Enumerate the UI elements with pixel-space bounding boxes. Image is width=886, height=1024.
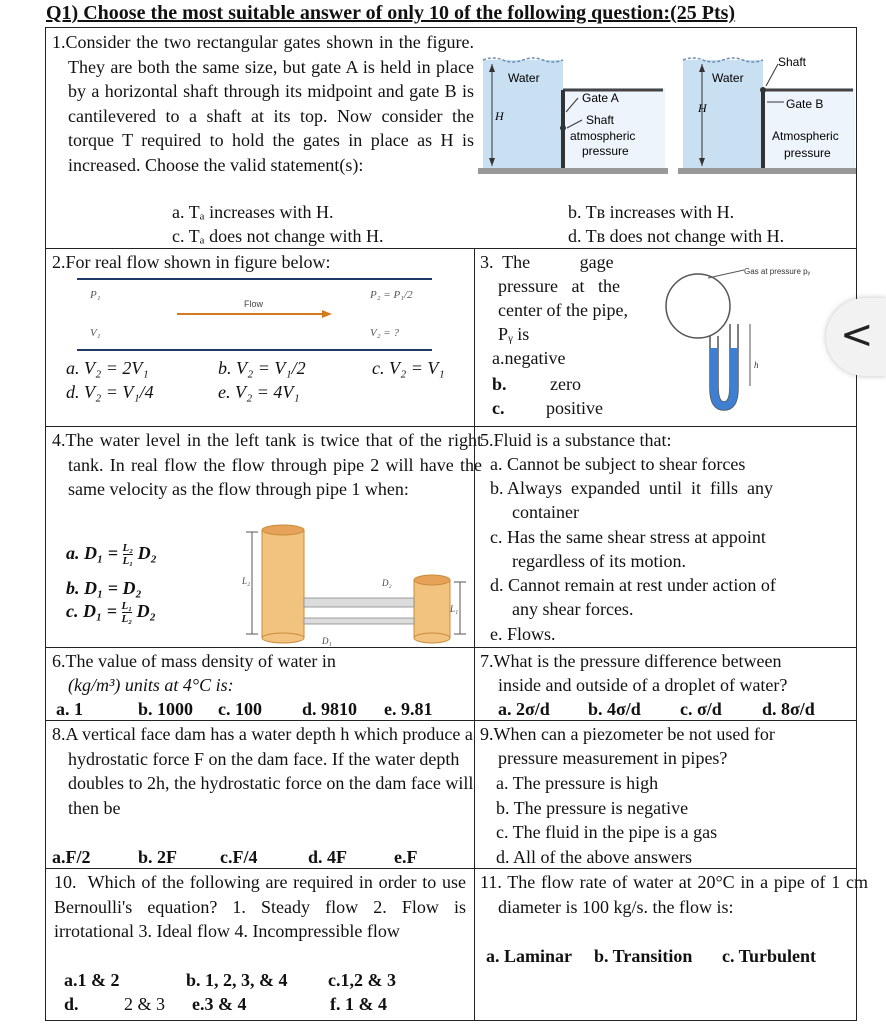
gate-a-atm-label-1: atmospheric [570,129,636,143]
question-4-option-c-numerator: L₁ [121,600,133,613]
question-5-option-d-line-1[interactable]: d. Cannot remain at rest under action of [490,575,776,595]
question-3-line-4: Pᵧ is [498,324,530,344]
question-3-option-b-label: b. [492,374,507,394]
question-8-option-e[interactable]: e.F [394,847,418,867]
pipe-flow-figure [52,274,472,354]
question-5-option-e[interactable]: e. Flows. [490,624,556,644]
tank-l2-label: L₂ [242,576,251,586]
gate-b-h-label: H [698,101,707,115]
gate-b-atm-label-2: pressure [784,146,831,160]
pipe-flow-label: Flow [244,299,264,309]
gate-b-gate-label: Gate B [786,97,824,111]
piezometer-gas-label: Gas at pressure pᵧ [744,267,811,276]
question-4-option-a[interactable] [66,540,157,572]
gate-a-h-label: H [495,109,504,123]
question-8-option-c[interactable]: c.F/4 [220,847,258,867]
question-4-option-c-denominator: L₂ [121,613,133,626]
gate-b-water-label: Water [712,71,744,85]
gate-a-atm-label-2: pressure [582,144,629,158]
question-4-option-a-suffix: D₂ [137,543,157,563]
question-8-text: 8.A vertical face dam has a water depth h which produce a hydrostatic force F on the dam face. If the water depth doubles to 2h, the hydrostatic force on the dam face will then be [52,724,474,818]
question-11-text: 11. The flow rate of water at 20°C in a pipe of 1 cm diameter is 100 kg/s. the flow is: [480,872,868,917]
question-4-option-a-prefix: a. D₁ = [66,543,123,563]
pipe-v2-label: V₂ = ? [370,327,399,339]
question-10-option-d[interactable]: 2 & 3 [124,994,166,1014]
question-11-option-a[interactable]: a. Laminar [486,946,573,966]
question-8-option-d[interactable]: d. 4F [308,847,348,867]
question-10-text: 10. Which of the following are required in order to use Bernoulli's equation? 1. Steady flow 2. Flow is irrotational 3. Ideal flow 4. Incompressible flow [54,872,471,941]
question-3-line-1: 3. The gage [480,252,614,272]
question-4-option-c[interactable] [66,598,156,630]
gate-a-figure [478,40,670,190]
question-5-option-b-line-2[interactable]: container [512,502,579,522]
col-divider [474,248,475,1021]
question-3-option-a[interactable]: a.negative [492,348,566,368]
question-4-text: 4.The water level in the left tank is twice that of the right tank. In real flow the flow through pipe 2 will have the same velocity as the flow through pipe 1 when: [52,430,482,499]
question-5-option-c-line-1[interactable]: c. Has the same shear stress at appoint [490,527,766,547]
piezometer-h-label: h [754,360,759,370]
question-1-option-d[interactable]: d. Tʙ does not change with H. [568,226,785,246]
question-6-option-c[interactable]: c. 100 [218,699,262,719]
question-5-text: 5.Fluid is a substance that: [480,430,672,450]
question-4-option-c-prefix: c. D₁ = [66,601,122,621]
question-10-option-d-label: d. [64,994,79,1014]
question-1-option-c[interactable]: c. Tₐ does not change with H. [172,226,384,246]
question-5-option-b-line-1[interactable]: b. Always expanded until it fills any [490,478,773,498]
question-10-option-b[interactable]: b. 1, 2, 3, & 4 [186,970,288,990]
question-4-option-c-suffix: D₂ [136,601,156,621]
question-4-option-c-fraction [122,600,133,625]
question-10-option-c[interactable]: c.1,2 & 3 [328,970,396,990]
question-9-option-b[interactable]: b. The pressure is negative [496,798,689,818]
question-7-option-d[interactable]: d. 8σ/d [762,699,815,719]
question-3-line-3: center of the pipe, [498,300,628,320]
question-1-text: 1.Consider the two rectangular gates shown in the figure. They are both the same size, but gate A is held in place by a horizontal shaft through its midpoint and gate B is cantilevered to a shaft at its top. Now consider the torque T required to hold the gates in place as H is increased. Choose the valid statement(s): [52,32,474,175]
question-7-option-a[interactable]: a. 2σ/d [498,699,550,719]
page-title: Q1) Choose the most suitable answer of only 10 of the following question:(25 Pts) [46,2,736,24]
question-6-line-1: 6.The value of mass density of water in [52,651,336,671]
question-7-option-b[interactable]: b. 4σ/d [588,699,641,719]
question-1-option-b[interactable]: b. Tʙ increases with H. [568,202,735,222]
question-2-option-e[interactable]: e. V₂ = 4V₁ [218,382,300,402]
row-divider [45,426,857,427]
question-2-option-d[interactable]: d. V₂ = V₁/4 [66,382,154,402]
question-6-line-2: (kg/m³) units at 4°C is: [68,675,234,695]
question-2-text: 2.For real flow shown in figure below: [52,252,331,272]
pipe-v1-label: V₁ [90,327,101,339]
piezometer-figure [660,260,840,422]
gate-a-water-label: Water [508,71,540,85]
two-tank-figure [236,522,472,646]
question-2-option-b[interactable]: b. V₂ = V₁/2 [218,358,306,378]
question-3-option-b[interactable]: zero [550,374,581,394]
question-1-option-a[interactable]: a. Tₐ increases with H. [172,202,334,222]
question-6-option-a[interactable]: a. 1 [56,699,83,719]
pipe-p2-label: P₂ = P₁/2 [370,289,413,301]
question-10-option-f[interactable]: f. 1 & 4 [330,994,387,1014]
question-4-option-a-numerator: L₂ [122,542,134,555]
question-6-option-d[interactable]: d. 9810 [302,699,358,719]
question-5-option-c-line-2[interactable]: regardless of its motion. [512,551,686,571]
question-4-option-a-fraction [123,542,134,567]
question-9-line-1: 9.When can a piezometer be not used for [480,724,775,744]
gate-b-atm-label-1: Atmospheric [772,129,839,143]
question-10-option-e[interactable]: e.3 & 4 [192,994,247,1014]
row-divider [45,647,857,648]
question-5-option-a[interactable]: a. Cannot be subject to shear forces [490,454,746,474]
tank-d1-label: D₁ [322,636,332,646]
gate-b-figure [678,40,858,190]
question-9-line-2: pressure measurement in pipes? [498,748,728,768]
question-10-option-a[interactable]: a.1 & 2 [64,970,120,990]
question-8-option-b[interactable]: b. 2F [138,847,178,867]
question-11-option-b[interactable]: b. Transition [594,946,693,966]
question-8-option-a[interactable]: a.F/2 [52,847,91,867]
question-7-line-2: inside and outside of a droplet of water? [498,675,788,695]
gate-a-shaft-label: Shaft [586,113,615,127]
question-2-option-a[interactable]: a. V₂ = 2V₁ [66,358,149,378]
question-9-option-a[interactable]: a. The pressure is high [496,773,659,793]
question-4-option-b[interactable]: b. D₁ = D₂ [66,578,142,598]
row-divider [45,248,857,249]
pipe-p1-label: P₁ [90,289,101,301]
question-3-option-c[interactable]: positive [546,398,603,418]
question-11-option-c[interactable]: c. Turbulent [722,946,817,966]
tank-d2-label: D₂ [382,578,392,588]
question-2-option-c[interactable]: c. V₂ = V₁ [372,358,445,378]
chevron-left-icon: < [840,312,874,358]
gate-a-gate-label: Gate A [582,91,619,105]
tank-l1-label: L₁ [450,604,459,614]
question-9-option-d[interactable]: d. All of the above answers [496,847,692,867]
question-5-option-d-line-2[interactable]: any shear forces. [512,599,634,619]
question-7-line-1: 7.What is the pressure difference between [480,651,782,671]
question-6-option-e[interactable]: e. 9.81 [384,699,433,719]
gate-b-shaft-label: Shaft [778,55,807,69]
question-4-option-a-denominator: L₁ [122,555,134,568]
question-7-option-c[interactable]: c. σ/d [680,699,722,719]
question-3-line-2: pressure at the [498,276,620,296]
question-6-option-b[interactable]: b. 1000 [138,699,194,719]
question-9-option-c[interactable]: c. The fluid in the pipe is a gas [496,822,718,842]
question-3-option-c-label: c. [492,398,505,418]
